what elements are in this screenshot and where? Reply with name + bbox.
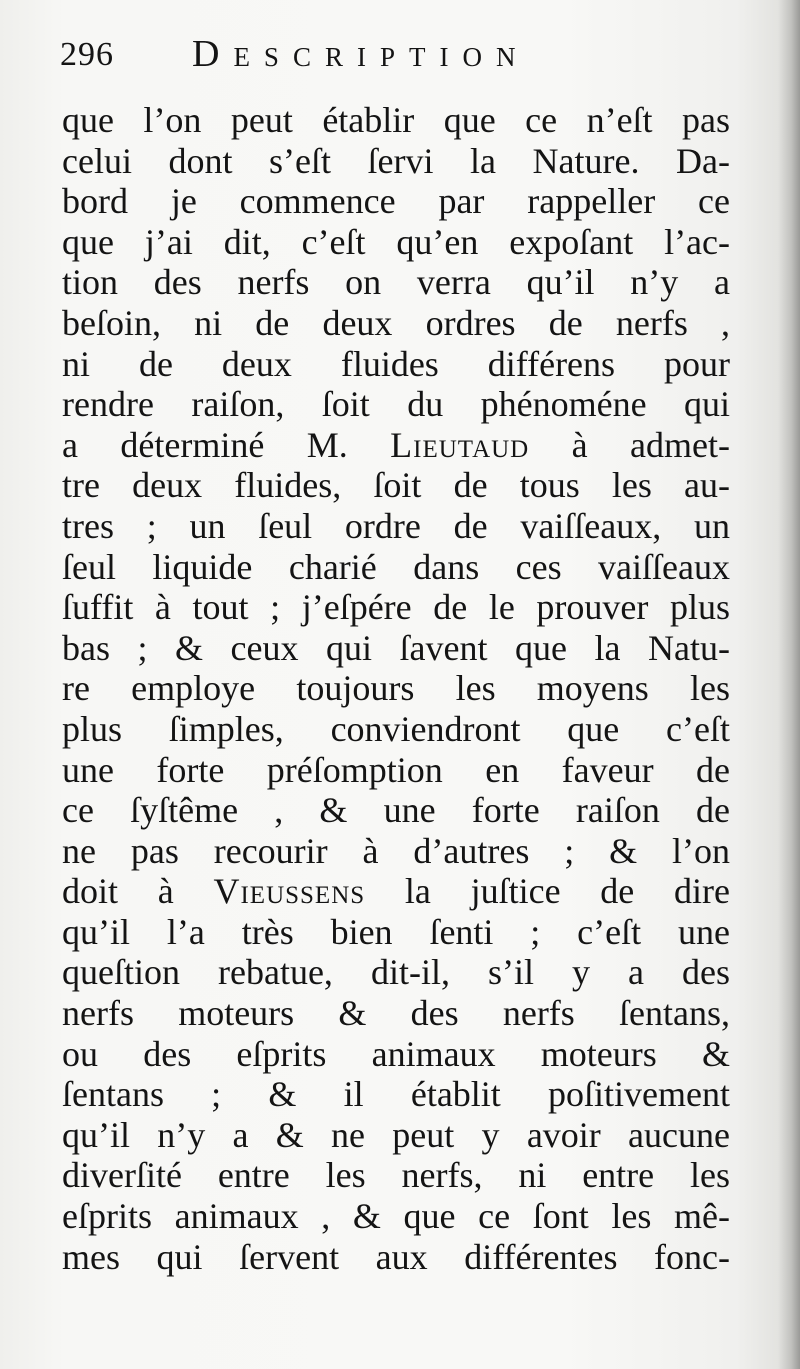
text-line: diverſité entre les nerfs, ni entre les bbox=[62, 1155, 730, 1196]
page-edge-shadow bbox=[778, 0, 800, 1369]
text-line: beſoin, ni de deux ordres de nerfs , bbox=[62, 302, 730, 343]
text-line: doit à Vieussens la juſtice de dire bbox=[62, 871, 730, 912]
text-line: ou des eſprits animaux moteurs & bbox=[62, 1033, 730, 1074]
text-line: bas ; & ceux qui ſavent que la Natu- bbox=[62, 627, 730, 668]
text-line: rendre raiſon, ſoit du phénoméne qui bbox=[62, 384, 730, 425]
text-line: bord je commence par rappeller ce bbox=[62, 181, 730, 222]
text-line: ſentans ; & il établit poſitivement bbox=[62, 1074, 730, 1115]
text-line: qu’il l’a très bien ſenti ; c’eſt une bbox=[62, 911, 730, 952]
proper-name: Lieutaud bbox=[390, 424, 530, 465]
text-line: que l’on peut établir que ce n’eſt pas bbox=[62, 100, 730, 140]
text-line: que j’ai dit, c’eſt qu’en expoſant l’ac- bbox=[62, 221, 730, 262]
text-line: ſeul liquide charié dans ces vaiſſeaux bbox=[62, 546, 730, 587]
text-line: qu’il n’y a & ne peut y avoir aucune bbox=[62, 1114, 730, 1155]
running-title: Description bbox=[192, 33, 530, 75]
text-line: nerfs moteurs & des nerfs ſentans, bbox=[62, 993, 730, 1034]
text-line: a déterminé M. Lieutaud à admet- bbox=[62, 424, 730, 465]
text-line: une forte préſomption en faveur de bbox=[62, 749, 730, 790]
proper-name: Vieussens bbox=[213, 871, 366, 912]
text-line: ne pas recourir à d’autres ; & l’on bbox=[62, 830, 730, 871]
text-line: tres ; un ſeul ordre de vaiſſeaux, un bbox=[62, 505, 730, 546]
body-text bbox=[62, 100, 730, 1277]
page-header bbox=[60, 28, 740, 88]
text-line: plus ſimples, conviendront que c’eſt bbox=[62, 708, 730, 749]
text-line: re employe toujours les moyens les bbox=[62, 668, 730, 709]
text-line: mes qui ſervent aux différentes fonc- bbox=[62, 1236, 730, 1277]
text-line: ce ſyſtême , & une forte raiſon de bbox=[62, 790, 730, 831]
text-line: celui dont s’eſt ſervi la Nature. Da- bbox=[62, 140, 730, 181]
text-line: tion des nerfs on verra qu’il n’y a bbox=[62, 262, 730, 303]
text-line: eſprits animaux , & que ce ſont les mê- bbox=[62, 1196, 730, 1237]
text-line: ni de deux fluides différens pour bbox=[62, 343, 730, 384]
text-line: queſtion rebatue, dit-il, s’il y a des bbox=[62, 952, 730, 993]
page-number: 296 bbox=[60, 36, 114, 73]
text-line: tre deux fluides, ſoit de tous les au- bbox=[62, 465, 730, 506]
text-line: ſuffit à tout ; j’eſpére de le prouver plus bbox=[62, 587, 730, 628]
